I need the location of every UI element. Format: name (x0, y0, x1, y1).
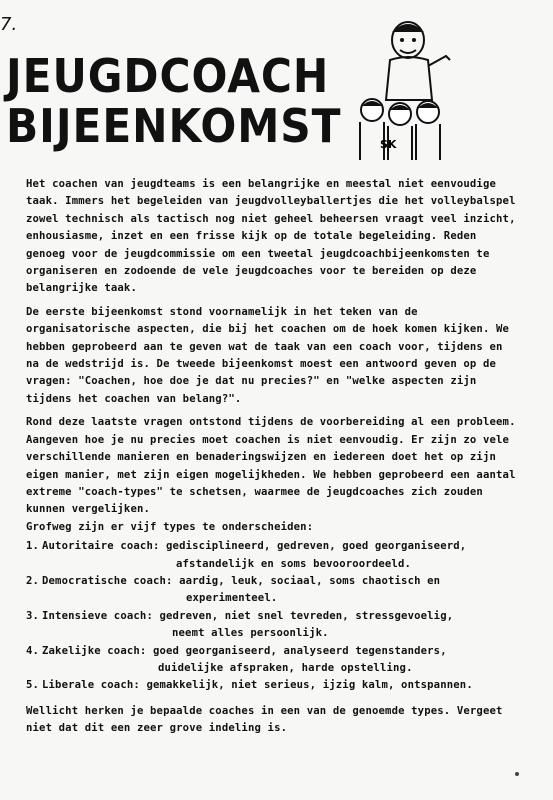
item-line: Liberale coach: gemakkelijk, niet serieus, ijzig kalm, ontspannen. (42, 679, 473, 692)
item-number: 3. (26, 609, 40, 622)
intro-paragraph: Het coachen van jeugdteams is een belangrijke en meestal niet eenvoudige taak. Immers het begeleiden van jeugdvolleyballertjes die het volleybalspel zowel technisch als tactisch nog niet geheel beheersen vraagt veel inzicht, enhousiasme, inzet en een frisse kijk op de totale begeleiding. Reden genoeg voor de jeugdcommissie om een tweetal jeugdcoachbijeenkomsten te organiseren en zodoende de vele jeugdcoaches voor te bereiden op deze belangrijke taak. (26, 178, 516, 295)
shirt-letters: SK (380, 138, 397, 151)
coach-type-item (26, 608, 516, 643)
coach-type-item (26, 677, 516, 694)
item-continuation: experimenteel. (186, 592, 278, 605)
item-line: Zakelijke coach: goed georganiseerd, analyseerd tegenstanders, (42, 644, 447, 657)
item-number: 4. (26, 644, 40, 657)
title-line-2: BIJEENKOMST (6, 99, 342, 153)
coach-type-item (26, 573, 516, 608)
first-meeting-paragraph: De eerste bijeenkomst stond voornamelijk in het teken van de organisatorische aspecten, die bij het coachen om de hoek komen kijken. We hebben geprobeerd aan te geven wat de taak van een coach voor, tijdens en na de wedstrijd is. De tweede bijeenkomst moest een antwoord geven op de vragen: "Coachen, hoe doe je dat nu precies?" en "welke aspecten zijn tijdens het coachen van belang?". (26, 305, 510, 405)
item-number: 5. (26, 679, 40, 692)
article-body (26, 176, 516, 744)
item-continuation: duidelijke afspraken, harde opstelling. (158, 661, 413, 674)
types-intro: Grofweg zijn er vijf types te onderscheiden: (26, 520, 314, 533)
item-line: Autoritaire coach: gedisciplineerd, gedreven, goed georganiseerd, (42, 540, 467, 553)
page-number: 7. (0, 14, 18, 35)
item-continuation: neemt alles persoonlijk. (172, 627, 329, 640)
title-line-1: JEUGDCOACH (6, 49, 330, 103)
coach-type-item (26, 538, 516, 573)
coach-types-paragraph: Rond deze laatste vragen ontstond tijdens de voorbereiding al een probleem. Aangeven hoe je nu precies moet coachen is niet eenvoudig. Er zijn zo vele verschillende manieren en benaderingswijzen en iedereen doet het op zijn eigen manier, met zijn eigen mogelijkheden. We hebben geprobeerd een aantal extreme "coach-types" te schetsen, waarmee de jeugdcoaches zich zouden kunnen vergelijken. (26, 416, 516, 516)
page-mark (515, 772, 519, 776)
item-number: 2. (26, 574, 40, 587)
item-line: Intensieve coach: gedreven, niet snel tevreden, stressgevoelig, (42, 609, 454, 622)
closing-paragraph: Wellicht herken je bepaalde coaches in een van de genoemde types. Vergeet niet dat dit een zeer grove indeling is. (26, 704, 503, 735)
item-line: Democratische coach: aardig, leuk, sociaal, soms chaotisch en (42, 574, 441, 587)
coach-with-children-cartoon (350, 10, 460, 165)
item-number: 1. (26, 540, 40, 553)
coach-type-item (26, 643, 516, 678)
item-continuation: afstandelijk en soms bevooroordeeld. (176, 557, 412, 570)
